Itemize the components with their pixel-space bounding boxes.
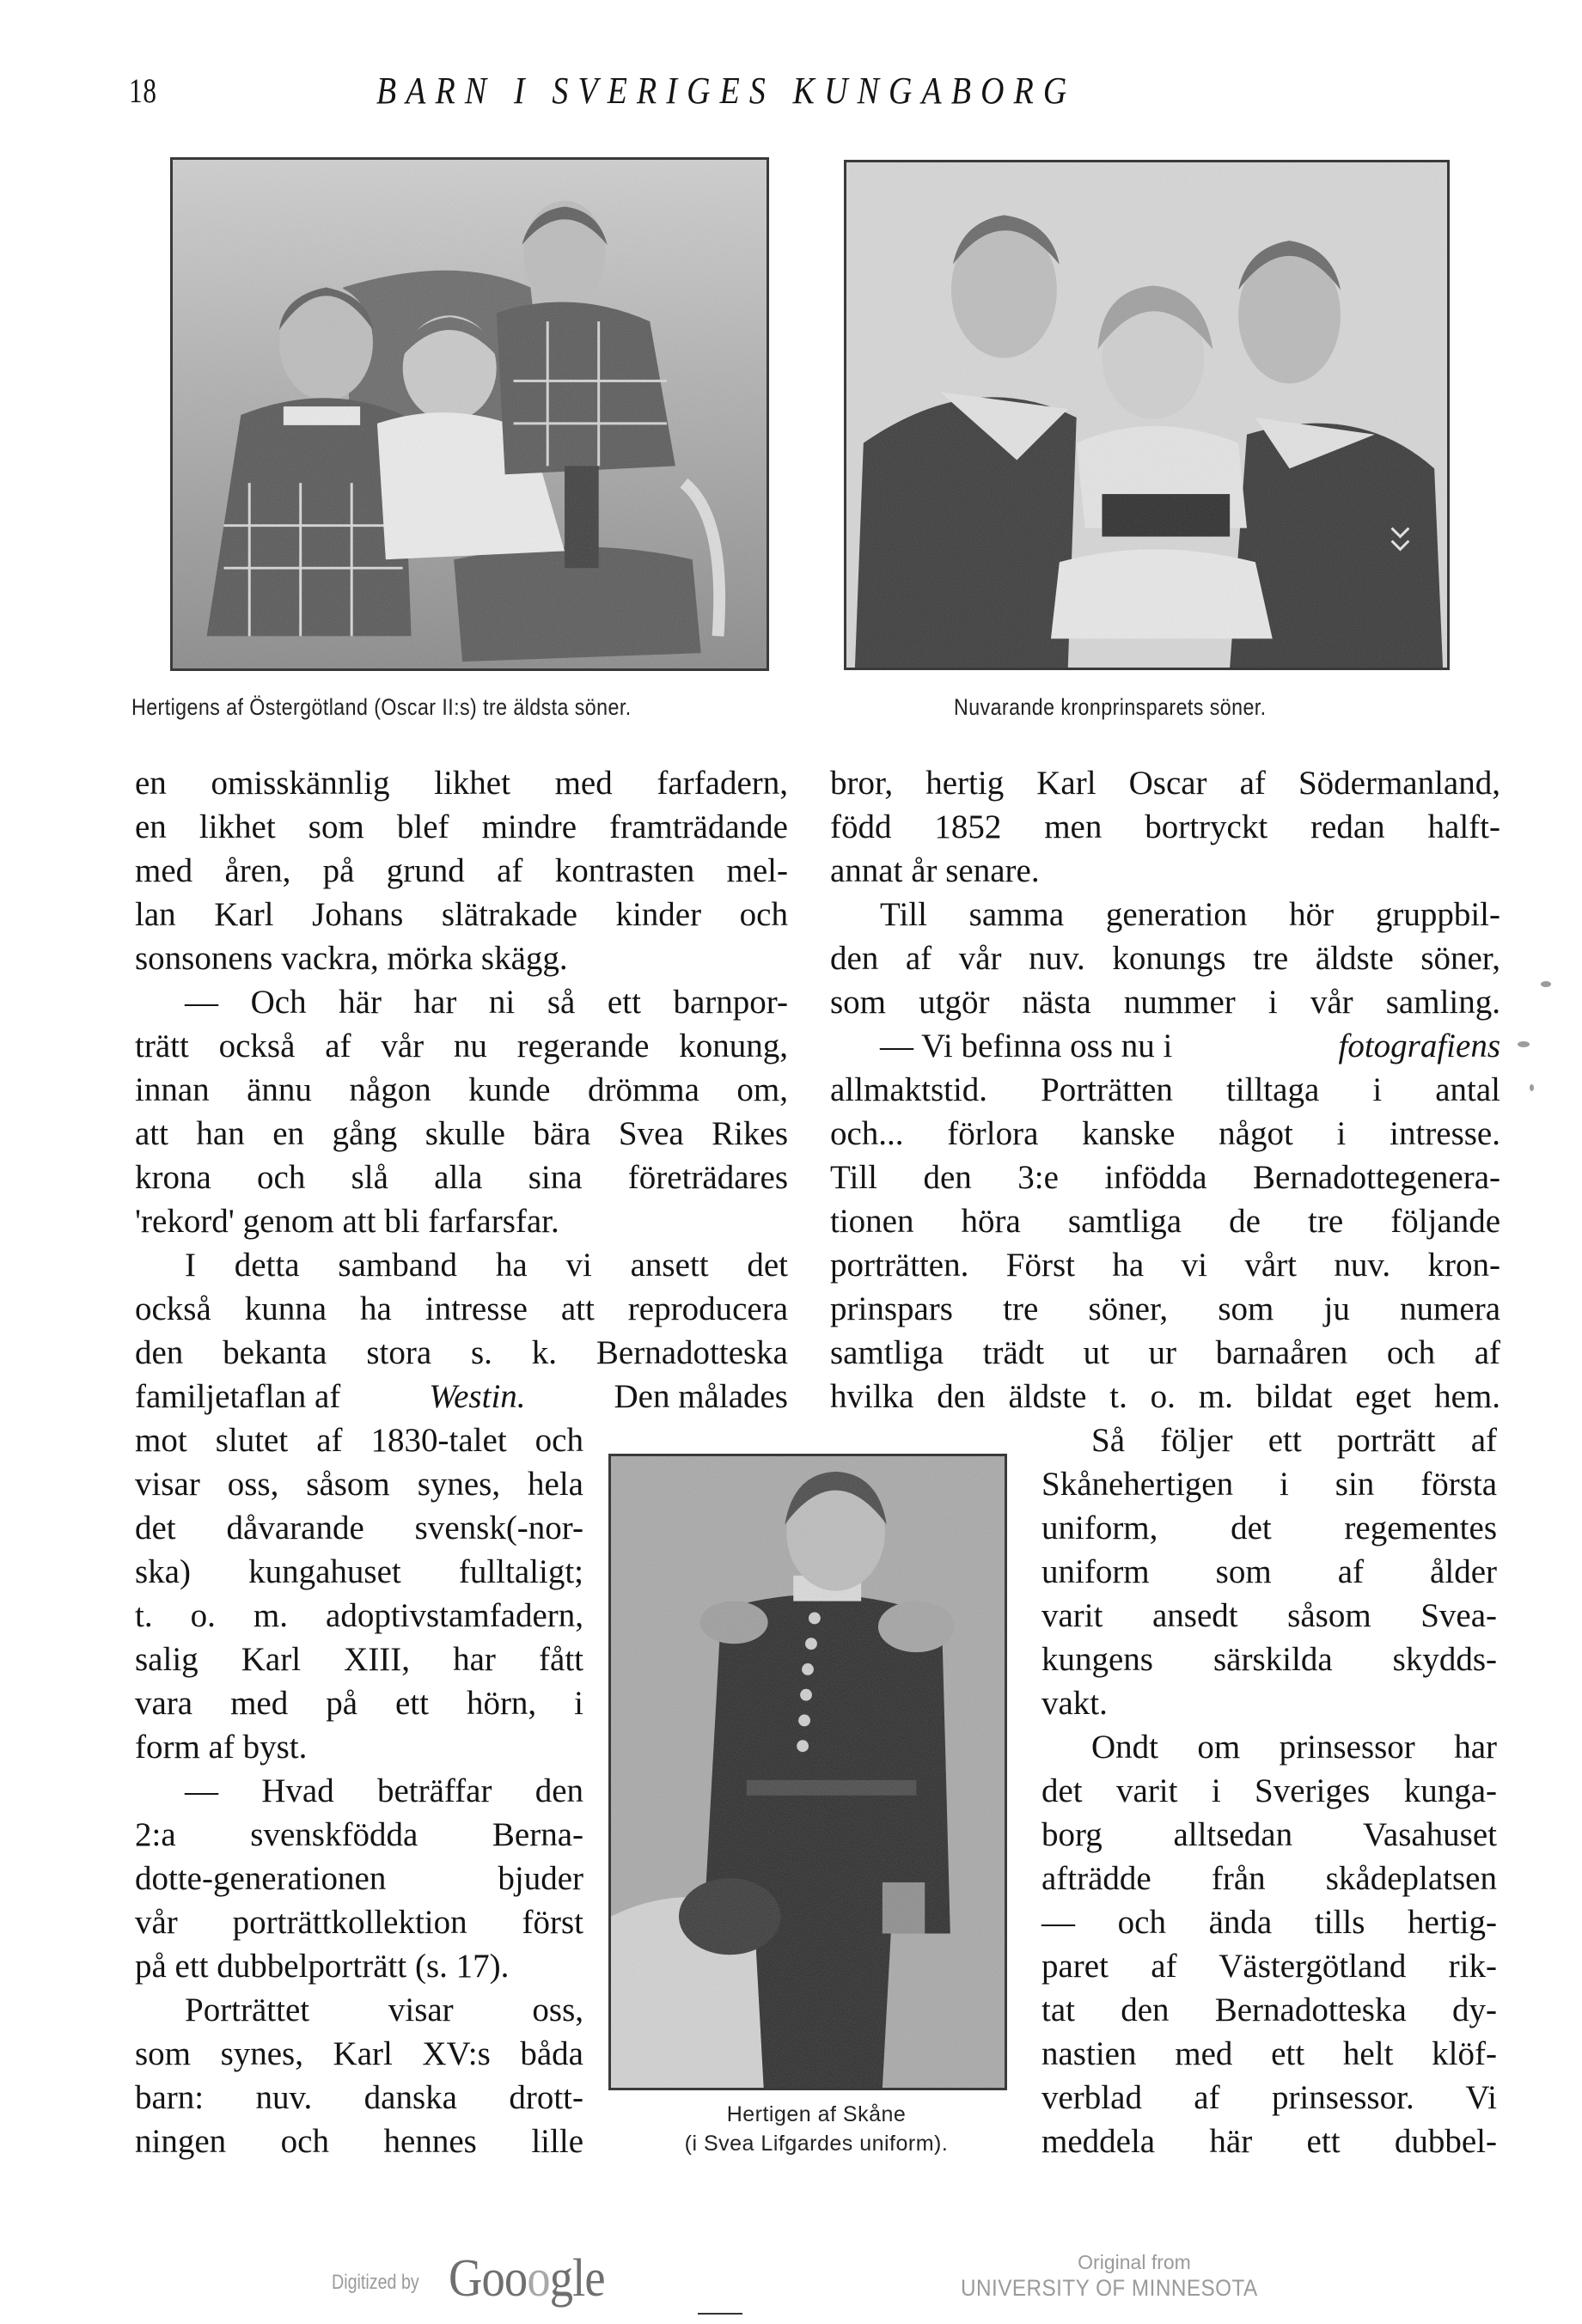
- text-line: hvilka den äldste t. o. m. bildat eget hem.: [830, 1378, 1500, 1415]
- caption-middle-line1: Hertigen af Skåne: [726, 2102, 907, 2126]
- text-line: med åren, på grund af kontrasten mel-: [135, 852, 788, 889]
- right-column-bottom-text: [1041, 1418, 1497, 2163]
- text-line: Till samma generation hör gruppbil-: [880, 896, 1500, 933]
- text-line: vår porträttkollektion först: [135, 1904, 583, 1941]
- text-line: trätt också af vår nu regerande konung,: [135, 1028, 788, 1064]
- text-line: den bekanta stora s. k. Bernadotteska: [135, 1334, 788, 1371]
- caption-middle-line2: (i Svea Lifgardes uniform).: [684, 2132, 949, 2156]
- text-line: Skånehertigen i sin första: [1041, 1466, 1497, 1503]
- text-line: salig Karl XIII, har fått: [135, 1641, 583, 1678]
- text-line: mot slutet af 1830-talet och: [135, 1422, 583, 1459]
- text-line: också kunna ha intresse att reproducera: [135, 1290, 788, 1327]
- text-line: annat år senare.: [830, 852, 1040, 889]
- text-line: vakt.: [1041, 1685, 1108, 1722]
- text-line: prinspars tre söner, som ju numera: [830, 1290, 1500, 1327]
- text-line-mixed: [830, 1024, 1500, 1068]
- university-label: UNIVERSITY OF MINNESOTA: [961, 2275, 1258, 2301]
- text-line: tat den Bernadotteska dy-: [1041, 1992, 1497, 2028]
- text-line: Till den 3:e infödda Bernadottegenera-: [830, 1159, 1500, 1196]
- text-line: I detta samband ha vi ansett det: [185, 1247, 788, 1284]
- text-fragment: familjetaflan af: [135, 1378, 341, 1415]
- text-line: verblad af prinsessor. Vi: [1041, 2079, 1497, 2116]
- text-line: kungens särskilda skydds-: [1041, 1641, 1497, 1678]
- left-column-top-text: [135, 761, 788, 1418]
- text-line: den af vår nuv. konungs tre äldste söner,: [830, 940, 1500, 977]
- text-line: lan Karl Johans slätrakade kinder och: [135, 896, 788, 933]
- text-line: afträdde från skådeplatsen: [1041, 1860, 1497, 1897]
- text-line: samtliga trädt ut ur barnaåren och af: [830, 1334, 1500, 1371]
- left-column-bottom-text: [135, 1418, 583, 2163]
- text-line: ska) kungahuset fulltaligt;: [135, 1553, 583, 1590]
- text-line: porträtten. Först ha vi vårt nuv. kron-: [830, 1247, 1500, 1284]
- text-line: t. o. m. adoptivstamfadern,: [135, 1597, 583, 1634]
- text-line: — och ända tills hertig-: [1041, 1904, 1497, 1941]
- text-line: 2:a svenskfödda Berna-: [135, 1816, 583, 1853]
- text-line: tionen höra samtliga de tre följande: [830, 1203, 1500, 1240]
- photo-boy-in-uniform-icon: [608, 1454, 1007, 2090]
- text-line: meddela här ett dubbel-: [1041, 2123, 1497, 2160]
- text-line: nastien med ett helt klöf-: [1041, 2035, 1497, 2072]
- text-line: Ondt om prinsessor har: [1091, 1729, 1497, 1766]
- digitized-by-label: Digitized by: [332, 2271, 419, 2294]
- text-line: en likhet som blef mindre framträdande: [135, 808, 788, 845]
- text-line-mixed: [135, 1375, 788, 1418]
- text-fragment: Den målades: [614, 1378, 788, 1415]
- text-line: paret af Västergötland rik-: [1041, 1948, 1497, 1985]
- text-fragment: — Vi befinna oss nu i: [880, 1028, 1173, 1064]
- text-line: född 1852 men bortryckt redan halft-: [830, 808, 1500, 845]
- text-line: form af byst.: [135, 1729, 308, 1766]
- footer-rule: [698, 2313, 742, 2315]
- scan-speck: [1518, 1041, 1530, 1047]
- running-title: BARN I SVERIGES KUNGABORG: [376, 70, 1077, 112]
- text-line: det dåvarande svensk(-nor-: [135, 1510, 583, 1546]
- photo-right-illustration: [846, 162, 1447, 668]
- text-line: det varit i Sveriges kunga-: [1041, 1772, 1497, 1809]
- google-logo-part: gle: [549, 2249, 605, 2308]
- original-from-label: Original from: [1078, 2251, 1191, 2273]
- page-number: 18: [129, 71, 157, 110]
- text-line: vara med på ett hörn, i: [135, 1685, 583, 1722]
- photo-left-illustration: [173, 160, 767, 668]
- scan-speck: [1541, 981, 1551, 987]
- text-line: krona och slå alla sina företrädares: [135, 1159, 788, 1196]
- photo-middle-illustration: [611, 1456, 1005, 2088]
- text-line: borg alltsedan Vasahuset: [1041, 1816, 1497, 1853]
- text-line: en omisskännlig likhet med farfadern,: [135, 765, 788, 802]
- text-line: som utgör nästa nummer i vår samling.: [830, 984, 1500, 1021]
- text-line: visar oss, såsom synes, hela: [135, 1466, 583, 1503]
- text-fragment-italic-fotografiens: fotografiens: [1338, 1028, 1500, 1064]
- google-logo-part: Goo: [449, 2249, 528, 2308]
- text-fragment-italic-westin: Westin.: [429, 1378, 526, 1415]
- text-line: Så följer ett porträtt af: [1091, 1422, 1497, 1459]
- text-line: Porträttet visar oss,: [185, 1992, 583, 2028]
- text-line: att han en gång skulle bära Svea Rikes: [135, 1115, 788, 1152]
- text-line: på ett dubbelporträtt (s. 17).: [135, 1948, 510, 1985]
- text-line: barn: nuv. danska drott-: [135, 2079, 583, 2116]
- caption-left-photo: Hertigens af Östergötland (Oscar II:s) tre äldsta söner.: [131, 694, 632, 720]
- caption-middle-photo: [602, 2100, 1031, 2158]
- text-line: varit ansedt såsom Svea-: [1041, 1597, 1497, 1634]
- text-line: och... förlora kanske något i intresse.: [830, 1115, 1500, 1152]
- text-line: bror, hertig Karl Oscar af Södermanland,: [830, 765, 1500, 802]
- text-line: uniform, det regementes: [1041, 1510, 1497, 1546]
- text-line: — Och här har ni så ett barnpor-: [185, 984, 788, 1021]
- scan-speck: [1530, 1084, 1534, 1091]
- text-line: 'rekord' genom att bli farfarsfar.: [135, 1203, 559, 1240]
- text-line: innan ännu någon kunde drömma om,: [135, 1071, 788, 1108]
- photo-three-children-on-chair-icon: [170, 157, 769, 671]
- text-line: uniform som af ålder: [1041, 1553, 1497, 1590]
- text-line: sonsonens vackra, mörka skägg.: [135, 940, 568, 977]
- text-line: som synes, Karl XV:s båda: [135, 2035, 583, 2072]
- photo-three-boys-sailor-suits-icon: [844, 160, 1450, 670]
- caption-right-photo: Nuvarande kronprinsparets söner.: [954, 694, 1267, 720]
- text-line: ningen och hennes lille: [135, 2123, 583, 2160]
- google-logo-part: o: [527, 2249, 550, 2308]
- google-logo: [449, 2248, 605, 2309]
- right-column-top-text: [830, 761, 1500, 1418]
- text-line: dotte-generationen bjuder: [135, 1860, 583, 1897]
- text-line: allmaktstid. Porträtten tilltaga i antal: [830, 1071, 1500, 1108]
- text-line: — Hvad beträffar den: [185, 1772, 583, 1809]
